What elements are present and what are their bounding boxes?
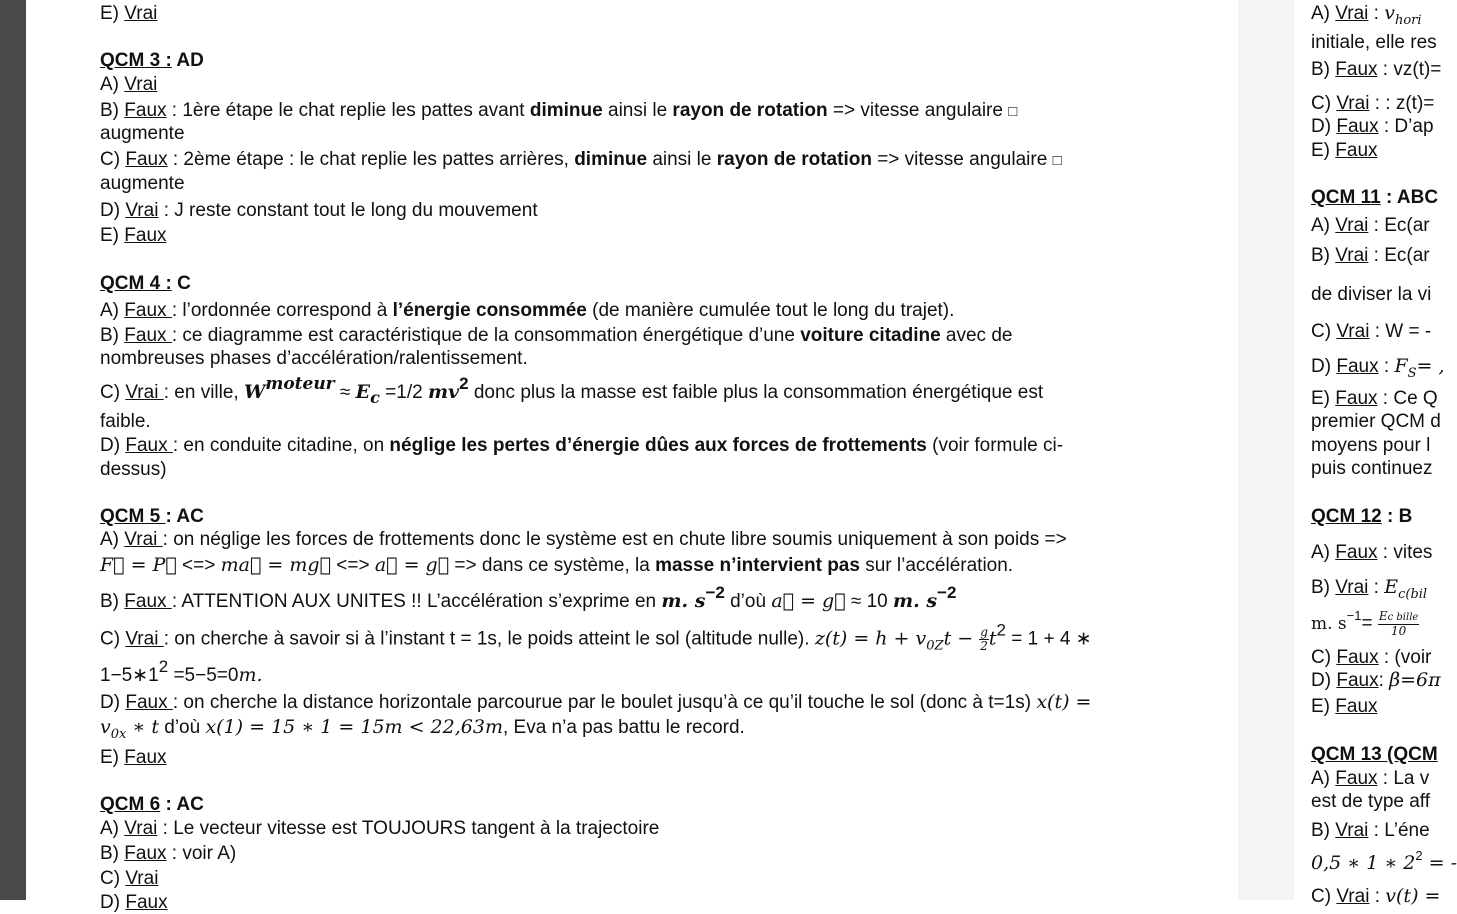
- qcm3-b-cont: augmente: [100, 123, 185, 144]
- page-gap: [1238, 0, 1294, 900]
- answer-line: puis continuez: [1311, 458, 1433, 479]
- answer-line: D) Faux : $F_S=$ ,: [1311, 355, 1445, 381]
- qcm4-a: A) Faux : l’ordonnée correspond à l’énergie consommée (de manière cumulée tout le long du trajet).: [100, 300, 955, 321]
- answer-line: B) Vrai : $E_{c(bil}$: [1311, 576, 1428, 602]
- answer-line: D) Faux: β=6π: [1311, 669, 1441, 691]
- answer-line: E) Vrai: [100, 3, 158, 24]
- answer-line: C) Vrai : : z(t)=: [1311, 93, 1435, 114]
- answer-line: m. $s^{-1}=$ $\frac{\text{Ec bille}}{10}$: [1311, 608, 1419, 638]
- qcm3-d: D) Vrai : J reste constant tout le long du mouvement: [100, 200, 538, 221]
- qcm6-c: C) Vrai: [100, 868, 159, 889]
- qcm5-e: E) Faux: [100, 747, 167, 768]
- qcm11-heading: QCM 11 : ABC: [1311, 187, 1439, 208]
- qcm4-d-cont: dessus): [100, 459, 167, 480]
- qcm5-b: B) Faux : ATTENTION AUX UNITES !! L’accélération s’exprime en m. s−2 d’où a⃗ = g⃗ ≈ 10 m. s−2: [100, 583, 957, 612]
- qcm4-b-cont: nombreuses phases d’accélération/ralentissement.: [100, 348, 528, 369]
- missing-glyph-box: □: [1008, 103, 1018, 120]
- answer-line: E) Faux : Ce Q: [1311, 388, 1438, 409]
- qcm3-c-cont: augmente: [100, 173, 185, 194]
- answer-line: A) Vrai : $v_{hori}$: [1311, 2, 1422, 28]
- answer-line: A) Faux : vites: [1311, 542, 1433, 563]
- answer-line: 0,5 ∗ 1 ∗ $2^2$ = -: [1311, 848, 1457, 874]
- qcm3-a: A) Vrai: [100, 74, 158, 95]
- answer-line: de diviser la vi: [1311, 284, 1432, 305]
- answer-line: C) Vrai : W = -: [1311, 321, 1432, 342]
- qcm4-b: B) Faux : ce diagramme est caractéristique de la consommation énergétique d’une voiture citadine avec de: [100, 325, 1013, 346]
- qcm5-d: D) Faux : on cherche la distance horizontale parcourue par le boulet jusqu’à ce qu’il touche le sol (donc à t=1s) x(t) =: [100, 691, 1092, 713]
- answer-line: moyens pour l: [1311, 435, 1431, 456]
- answer-line: A) Vrai : Ec(ar: [1311, 215, 1430, 236]
- answer-line: C) Faux : (voir: [1311, 647, 1432, 668]
- qcm5-c: C) Vrai : on cherche à savoir si à l’instant t = 1s, le poids atteint le sol (altitude nulle). $z(t) = h + v_{0Z}t$ − $\frac{g}{2}$ t2 = 1 + 4 ∗: [100, 620, 1092, 654]
- qcm5-a-cont: F⃗ = P⃗ <=> ma⃗ = mg⃗ <=> a⃗ = g⃗ => dans ce système, la masse n’intervient pas sur l’accélération.: [100, 554, 1014, 576]
- qcm13-heading: QCM 13 (QCM: [1311, 744, 1438, 765]
- qcm5-d-cont: $v_{0x}$ ∗ t d’où x(1) = 15 ∗ 1 = 15m < 22,63m, Eva n’a pas battu le record.: [100, 716, 745, 742]
- answer-line: C) Vrai : v(t) =: [1311, 885, 1441, 907]
- qcm4-d: D) Faux : en conduite citadine, on néglige les pertes d’énergie dûes aux forces de frottements (voir formule ci-: [100, 435, 1064, 456]
- answer-line: B) Vrai : L’éne: [1311, 820, 1430, 841]
- qcm5-c-cont: 1−5∗12 =5−5=0m.: [100, 657, 263, 686]
- qcm6-a: A) Vrai : Le vecteur vitesse est TOUJOURS tangent à la trajectoire: [100, 818, 660, 839]
- qcm6-b: B) Faux : voir A): [100, 843, 237, 864]
- qcm3-heading: QCM 3 : AD: [100, 50, 204, 71]
- document-page-right: [1311, 0, 1457, 907]
- qcm4-heading: QCM 4 : C: [100, 273, 191, 294]
- qcm3-c: C) Faux : 2ème étape : le chat replie les pattes arrières, diminue ainsi le rayon de rotation => vitesse angulaire □: [100, 149, 1062, 170]
- answer-line: premier QCM d: [1311, 411, 1441, 432]
- answer-line: A) Faux : La v: [1311, 768, 1430, 789]
- qcm5-a: A) Vrai : on néglige les forces de frottements donc le système est en chute libre soumis uniquement à son poids =>: [100, 529, 1067, 550]
- qcm3-e: E) Faux: [100, 225, 167, 246]
- answer-line: E) Faux: [1311, 140, 1378, 161]
- answer-line: E) Faux: [1311, 696, 1378, 717]
- left-gutter: [0, 0, 26, 900]
- answer-line: est de type aff: [1311, 791, 1431, 812]
- qcm12-heading: QCM 12 : B: [1311, 506, 1413, 527]
- missing-glyph-box: □: [1052, 152, 1062, 169]
- qcm4-c-cont: faible.: [100, 411, 151, 432]
- document-page-left: [100, 0, 1210, 913]
- fraction: $\frac{g}{2}$: [980, 625, 988, 653]
- qcm6-heading: QCM 6 : AC: [100, 794, 204, 815]
- qcm6-d: D) Faux: [100, 892, 168, 913]
- verdict: Vrai: [124, 3, 158, 24]
- qcm4-c: C) Vrai : en ville, Wmoteur ≈ $E_c =1/2$ mv2 donc plus la masse est faible plus la consommation énergétique est: [100, 374, 1044, 407]
- answer-line: B) Vrai : Ec(ar: [1311, 245, 1430, 266]
- answer-line: D) Faux : D’ap: [1311, 116, 1434, 137]
- answer-line: B) Faux : vz(t)=: [1311, 59, 1442, 80]
- fraction: $\frac{\text{Ec bille}}{10}$: [1378, 609, 1419, 638]
- qcm5-heading: QCM 5 : AC: [100, 506, 204, 527]
- qcm3-b: B) Faux : 1ère étape le chat replie les pattes avant diminue ainsi le rayon de rotation => vitesse angulaire □: [100, 100, 1018, 121]
- answer-line: initiale, elle res: [1311, 32, 1437, 53]
